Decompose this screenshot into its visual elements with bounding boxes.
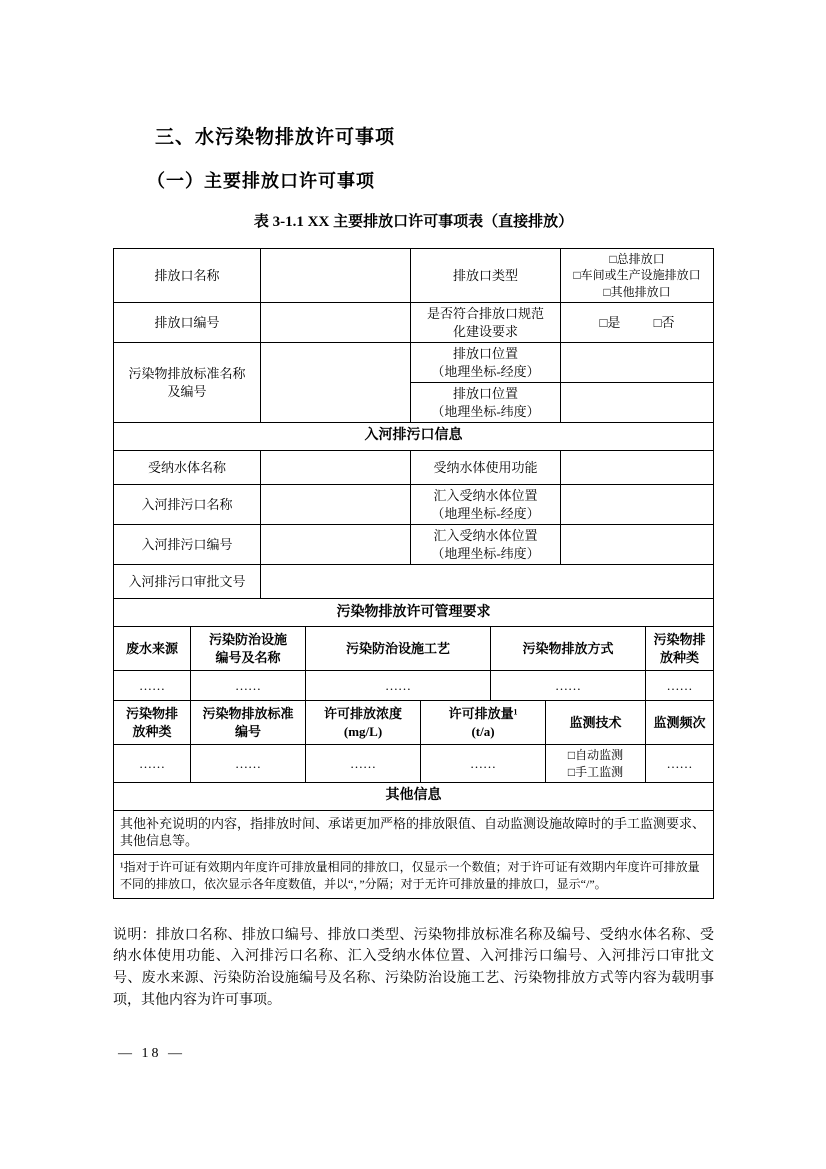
other-info-text: 其他补充说明的内容，指排放时间、承诺更加严格的排放限值、自动监测设施故障时的手工监测要求、其他信息等。 <box>114 810 714 854</box>
pollutant-kind-header <box>646 627 714 671</box>
facility-header-line1: 污染防治设施 <box>209 632 288 648</box>
standard-number-header <box>191 701 306 745</box>
table-row <box>114 671 714 701</box>
permitted-amount-header <box>421 701 546 745</box>
pollutant-kind-value: …… <box>646 671 714 701</box>
outlet-code-label: 排放口编号 <box>114 303 261 343</box>
compliance-label-line2: 化建设要求 <box>453 323 519 339</box>
position-latitude-line2: （地理坐标-纬度） <box>431 403 540 419</box>
facility-value: …… <box>191 671 306 701</box>
table-header-row <box>114 701 714 745</box>
approval-number-value <box>261 565 714 599</box>
join-latitude-value <box>561 525 714 565</box>
pollutant-kind-line2: 放种类 <box>660 649 700 665</box>
water-body-name-label: 受纳水体名称 <box>114 451 261 485</box>
river-outlet-code-label: 入河排污口编号 <box>114 525 261 565</box>
table-caption: 表 3-1.1 XX 主要排放口许可事项表（直接排放） <box>253 214 574 230</box>
page-number: — 18 — <box>118 1046 185 1061</box>
river-outlet-code-value <box>261 525 411 565</box>
document-content <box>113 122 714 1011</box>
permitted-concentration-line2: (mg/L) <box>343 723 383 739</box>
join-latitude-line1: 汇入受纳水体位置 <box>433 528 538 544</box>
permit-table <box>113 248 714 899</box>
position-longitude-line2: （地理坐标-经度） <box>431 363 540 379</box>
join-longitude-label <box>411 485 561 525</box>
position-longitude-label <box>411 343 561 383</box>
position-latitude-value <box>561 383 714 423</box>
monitor-freq-header: 监测频次 <box>646 701 714 745</box>
permitted-concentration-line1: 许可排放浓度 <box>324 706 403 722</box>
pollutant-kind2-line1: 污染物排 <box>125 706 178 722</box>
river-outlet-name-value <box>261 485 411 525</box>
subsection-heading: （一）主要排放口许可事项 <box>147 171 375 191</box>
permitted-amount-value: …… <box>421 745 546 782</box>
checkbox-auto-monitor: □自动监测 <box>567 748 624 763</box>
management-section-header: 污染物排放许可管理要求 <box>114 599 714 627</box>
outlet-type-label: 排放口类型 <box>411 249 561 303</box>
monitor-tech-header: 监测技术 <box>546 701 646 745</box>
checkbox-other-outlet: □其他排放口 <box>603 284 671 299</box>
permitted-amount-line1: 许可排放量¹ <box>448 706 518 722</box>
pollutant-kind2-value: …… <box>114 745 191 782</box>
table-row <box>114 565 714 599</box>
monitor-freq-value: …… <box>646 745 714 782</box>
facility-header-line2: 编号及名称 <box>215 649 281 665</box>
water-body-function-label: 受纳水体使用功能 <box>411 451 561 485</box>
standard-number-value: …… <box>191 745 306 782</box>
standard-number-line2: 编号 <box>235 723 262 739</box>
footnote-text: ¹指对于许可证有效期内年度许可排放量相同的排放口，仅显示一个数值；对于许可证有效期内年度许可排放量不同的排放口，依次显示各年度数值，并以“，”分隔；对于无许可排放量的排放口，显示“/”。 <box>114 854 714 898</box>
water-body-function-value <box>561 451 714 485</box>
section-heading: 三、水污染物排放许可事项 <box>155 127 396 148</box>
monitor-tech-options <box>546 745 646 782</box>
position-latitude-line1: 排放口位置 <box>453 386 519 402</box>
table-row <box>114 303 714 343</box>
checkbox-workshop-outlet: □车间或生产设施排放口 <box>573 268 701 283</box>
discharge-mode-header: 污染物排放方式 <box>491 627 646 671</box>
section-header-row <box>114 782 714 810</box>
process-header: 污染防治设施工艺 <box>306 627 491 671</box>
position-longitude-line1: 排放口位置 <box>453 346 519 362</box>
outlet-name-label: 排放口名称 <box>114 249 261 303</box>
join-latitude-line2: （地理坐标-纬度） <box>431 545 540 561</box>
permitted-amount-line2: (t/a) <box>471 723 495 739</box>
table-row <box>114 451 714 485</box>
table-row <box>114 525 714 565</box>
compliance-label-line1: 是否符合排放口规范 <box>427 306 545 321</box>
position-longitude-value <box>561 343 714 383</box>
join-longitude-line2: （地理坐标-经度） <box>431 505 540 521</box>
notes-paragraph: 说明：排放口名称、排放口编号、排放口类型、污染物排放标准名称及编号、受纳水体名称、受纳水体使用功能、入河排污口名称、汇入受纳水体位置、入河排污口编号、入河排污口审批文号、废水来源、污染防治设施编号及名称、污染防治设施工艺、污染物排放方式等内容为载明事项，其他内容为许可事项。 <box>113 927 714 1008</box>
river-outlet-name-label: 入河排污口名称 <box>114 485 261 525</box>
join-longitude-line1: 汇入受纳水体位置 <box>433 488 538 504</box>
outlet-type-options <box>561 249 714 303</box>
checkbox-manual-monitor: □手工监测 <box>567 764 624 779</box>
facility-header <box>191 627 306 671</box>
river-outlet-section-header: 入河排污口信息 <box>114 423 714 451</box>
table-row <box>114 249 714 303</box>
checkbox-yes: □是 <box>599 314 621 330</box>
process-value: …… <box>306 671 491 701</box>
approval-number-label: 入河排污口审批文号 <box>114 565 261 599</box>
discharge-mode-value: …… <box>491 671 646 701</box>
join-latitude-label <box>411 525 561 565</box>
standard-name-line1: 污染物排放标准名称 <box>128 366 246 382</box>
compliance-label <box>411 303 561 343</box>
standard-number-line1: 污染物排放标准 <box>202 706 294 722</box>
checkbox-no: □否 <box>653 314 675 330</box>
compliance-options <box>561 303 714 343</box>
section-header-row <box>114 423 714 451</box>
standard-name-value <box>261 343 411 423</box>
pollutant-kind2-header <box>114 701 191 745</box>
wastewater-source-value: …… <box>114 671 191 701</box>
table-row <box>114 485 714 525</box>
table-row <box>114 854 714 898</box>
water-body-name-value <box>261 451 411 485</box>
permitted-concentration-header <box>306 701 421 745</box>
outlet-name-value <box>261 249 411 303</box>
standard-name-line2: 及编号 <box>167 383 207 399</box>
wastewater-source-header: 废水来源 <box>114 627 191 671</box>
table-row <box>114 810 714 854</box>
other-info-section-header: 其他信息 <box>114 782 714 810</box>
outlet-code-value <box>261 303 411 343</box>
join-longitude-value <box>561 485 714 525</box>
table-header-row <box>114 627 714 671</box>
pollutant-kind2-line2: 放种类 <box>132 723 172 739</box>
table-row <box>114 343 714 383</box>
pollutant-kind-line1: 污染物排 <box>653 632 706 648</box>
table-row <box>114 745 714 782</box>
permitted-concentration-value: …… <box>306 745 421 782</box>
checkbox-total-outlet: □总排放口 <box>609 252 665 267</box>
section-header-row <box>114 599 714 627</box>
position-latitude-label <box>411 383 561 423</box>
standard-name-label <box>114 343 261 423</box>
